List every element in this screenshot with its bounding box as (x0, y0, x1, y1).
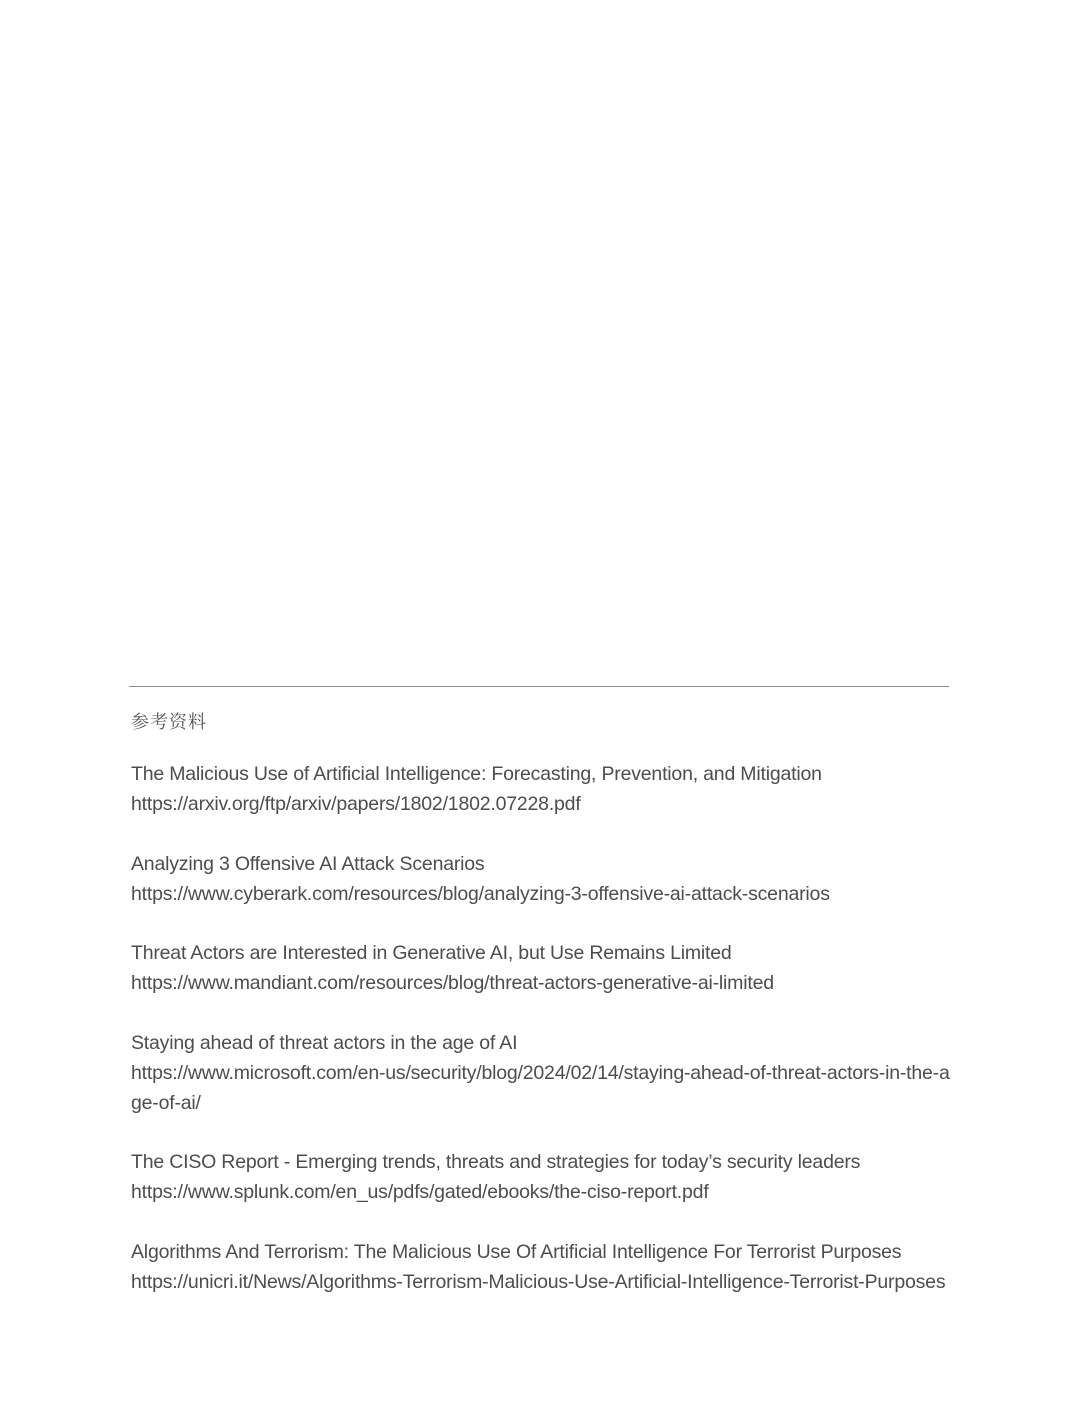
reference-link[interactable]: https://www.mandiant.com/resources/blog/threat-actors-generative-ai-limited (131, 972, 774, 994)
reference-list (131, 759, 951, 1326)
section-divider (129, 686, 949, 687)
reference-item (131, 1237, 951, 1297)
reference-item (131, 849, 951, 909)
reference-link[interactable]: https://unicri.it/News/Algorithms-Terrorism-Malicious-Use-Artificial-Intelligence-Terrorist-Purposes (131, 1270, 946, 1293)
reference-title: Staying ahead of threat actors in the age of AI (131, 1031, 518, 1054)
reference-link[interactable]: https://www.cyberark.com/resources/blog/analyzing-3-offensive-ai-attack-scenarios (131, 882, 830, 905)
reference-link[interactable]: https://www.microsoft.com/en-us/security/blog/2024/02/14/staying-ahead-of-threat-actors-in-the-age-of-ai/ (131, 1061, 950, 1114)
reference-item (131, 759, 951, 819)
reference-title: The CISO Report - Emerging trends, threats and strategies for today’s security leaders (131, 1151, 861, 1173)
references-heading: 参考资料 (131, 712, 207, 733)
reference-item (131, 1028, 951, 1118)
reference-title: Threat Actors are Interested in Generative AI, but Use Remains Limited (131, 942, 732, 964)
reference-title: The Malicious Use of Artificial Intelligence: Forecasting, Prevention, and Mitigation (131, 763, 822, 785)
reference-item (131, 1147, 951, 1207)
reference-link[interactable]: https://www.splunk.com/en_us/pdfs/gated/ebooks/the-ciso-report.pdf (131, 1181, 709, 1203)
reference-link[interactable]: https://arxiv.org/ftp/arxiv/papers/1802/1802.07228.pdf (131, 793, 581, 815)
reference-title: Algorithms And Terrorism: The Malicious Use Of Artificial Intelligence For Terrorist Purposes (131, 1240, 902, 1263)
reference-title: Analyzing 3 Offensive AI Attack Scenarios (131, 852, 485, 875)
reference-item (131, 938, 951, 998)
